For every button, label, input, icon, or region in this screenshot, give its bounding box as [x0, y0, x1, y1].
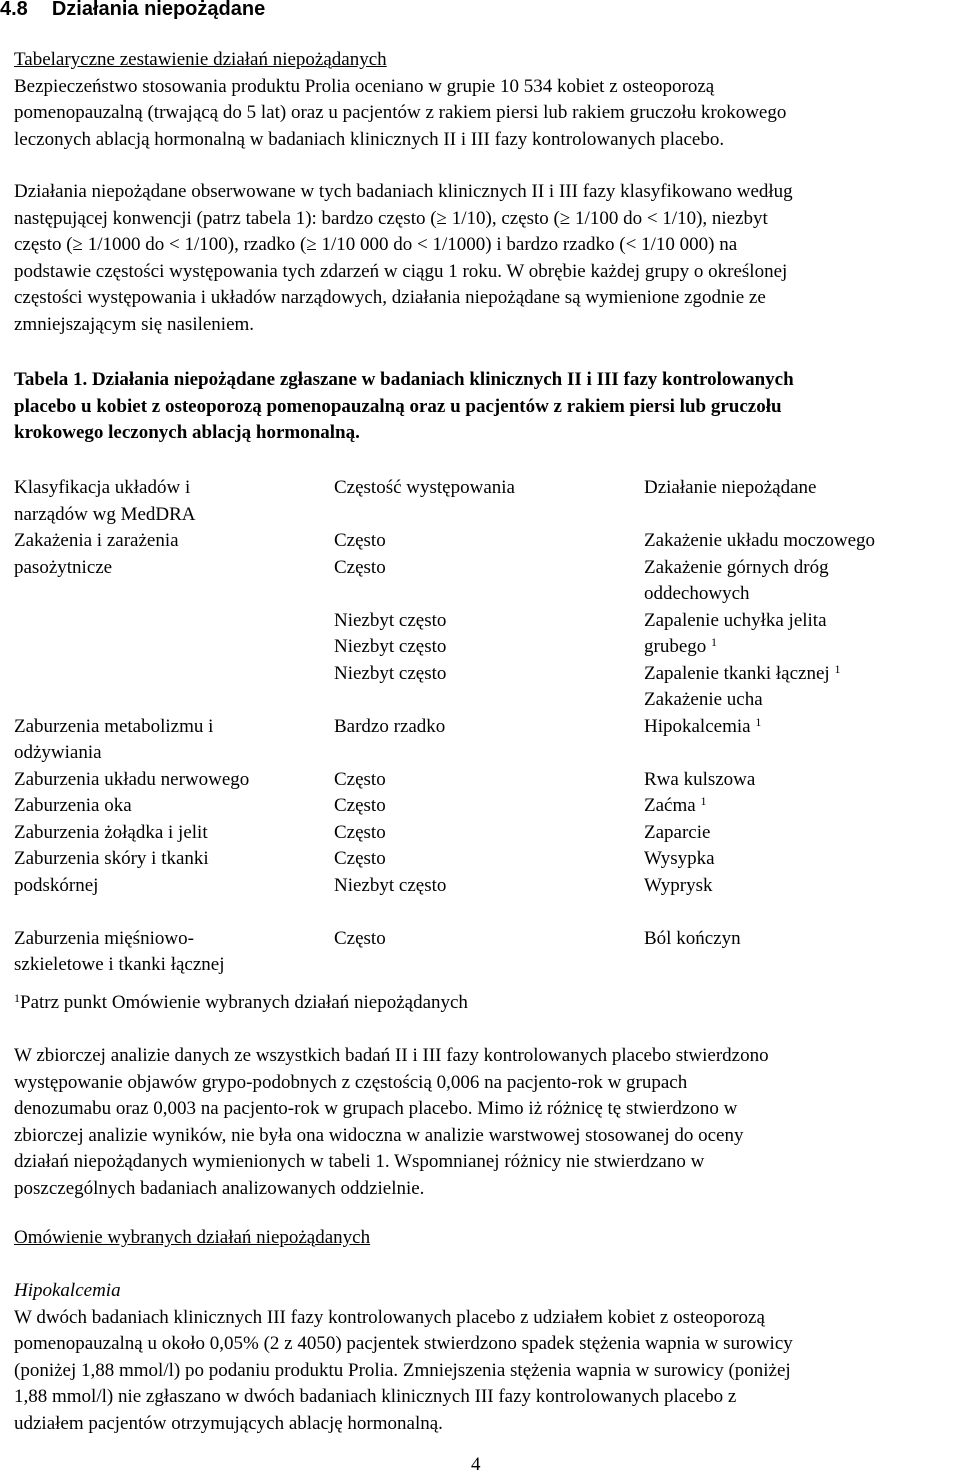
- pooled-analysis-paragraph: [14, 1043, 944, 1202]
- pooled-line: zbiorczej analizie wyników, nie była ona widoczna w analizie warstwowej stosowanej do oceny: [14, 1124, 744, 1146]
- hypocalcemia-line: (poniżej 1,88 mmol/l) po podaniu produktu Prolia. Zmniejszenia stężenia wapnia w surowicy (poniżej: [14, 1359, 791, 1381]
- adverse-reaction-cell: Ból kończyn: [644, 927, 741, 949]
- section-heading: [0, 0, 265, 21]
- frequency-cell: Bardzo rzadko: [334, 715, 446, 737]
- footnote-ref: 1: [834, 661, 841, 676]
- blank-line: [334, 581, 644, 608]
- hypocalcemia-line: 1,88 mmol/l) nie zgłaszano w dwóch badaniach klinicznych III fazy kontrolowanych placebo z: [14, 1386, 737, 1407]
- table-row: [14, 846, 944, 926]
- frequency-cell: Często: [334, 768, 386, 790]
- table-header-row: [14, 475, 944, 528]
- pooled-line: poszczególnych badaniach analizowanych oddzielnie.: [14, 1177, 425, 1199]
- convention-line: często (≥ 1/1000 do < 1/100), rzadko (≥ 1/10 000 do < 1/1000) i bardzo rzadko (< 1/10 000) na: [14, 234, 738, 255]
- header-adverse-reaction: Działanie niepożądane: [644, 477, 817, 498]
- hypocalcemia-line: udziałem pacjentów otrzymujących ablację hormonalną.: [14, 1412, 443, 1434]
- adverse-reaction-cell: Wysypka Wyprysk: [644, 848, 715, 896]
- intro-line: Bezpieczeństwo stosowania produktu Prolia oceniano w grupie 10 534 kobiet z osteoporozą: [14, 75, 715, 97]
- subheading-tabular: Tabelaryczne zestawienie działań niepożądanych: [14, 49, 387, 70]
- soc-cell: Zaburzenia oka: [14, 795, 132, 816]
- table-row: [14, 926, 944, 979]
- footnote-ref: 1: [755, 714, 762, 729]
- hypocalcemia-line: pomenopauzalną u około 0,05% (2 z 4050) pacjentek stwierdzono spadek stężenia wapnia w surowicy: [14, 1333, 793, 1354]
- intro-block: [14, 47, 944, 153]
- pooled-line: denozumabu oraz 0,003 na pacjento-rok w grupach placebo. Mimo iż różnicę tę stwierdzono w: [14, 1098, 738, 1119]
- adverse-events-table: [14, 475, 944, 979]
- soc-cell: Zaburzenia układu nerwowego: [14, 768, 250, 790]
- caption-line: Tabela 1. Działania niepożądane zgłaszane w badaniach klinicznych II i III fazy kontrolowanych: [14, 369, 794, 390]
- footnote-text: Patrz punkt Omówienie wybranych działań niepożądanych: [20, 992, 468, 1013]
- soc-cell: Zaburzenia mięśniowo- szkieletowe i tkanki łącznej: [14, 927, 225, 975]
- convention-line: zmniejszającym się nasileniem.: [14, 313, 255, 335]
- frequency-cell: Często: [334, 795, 386, 816]
- table-row: [14, 714, 944, 767]
- convention-line: następującej konwencji (patrz tabela 1): bardzo często (≥ 1/10), często (≥ 1/100 do < 1/10), niezbyt: [14, 207, 768, 229]
- subheading-selected: Omówienie wybranych działań niepożądanych: [14, 1227, 371, 1248]
- page-number: 4: [471, 1454, 481, 1475]
- soc-cell: Zaburzenia żołądka i jelit: [14, 821, 208, 843]
- soc-cell: Zaburzenia metabolizmu i odżywiania: [14, 715, 214, 763]
- caption-line: placebo u kobiet z osteoporozą pomenopauzalną oraz u pacjentów z rakiem piersi lub gruczołu: [14, 395, 782, 417]
- soc-cell: Zaburzenia skóry i tkanki podskórnej: [14, 846, 334, 926]
- convention-line: Działania niepożądane obserwowane w tych badaniach klinicznych II i III fazy klasyfikowano według: [14, 181, 793, 202]
- blank-line: [14, 899, 334, 926]
- frequency-cell: Często: [334, 821, 386, 843]
- frequency-cell: Często Niezbyt często: [334, 848, 447, 896]
- caption-line: krokowego leczonych ablacją hormonalną.: [14, 422, 360, 443]
- pooled-line: W zbiorczej analizie danych ze wszystkich badań II i III fazy kontrolowanych placebo stwierdzono: [14, 1045, 769, 1066]
- header-frequency: Częstość występowania: [334, 477, 515, 498]
- frequency-cell: Często Często Niezbyt często Niezbyt często Niezbyt często: [334, 528, 644, 714]
- footnote-ref: 1: [700, 794, 707, 808]
- intro-line: leczonych ablacją hormonalną w badaniach klinicznych II i III fazy kontrolowanych placebo.: [14, 128, 725, 150]
- table-footnote: [14, 990, 944, 1017]
- section-number: 4.8: [0, 0, 28, 20]
- soc-cell: Zakażenia i zarażenia pasożytnicze: [14, 530, 179, 578]
- adverse-reaction-cell: Zakażenie układu moczowego Zakażenie górnych dróg oddechowych Zapalenie uchyłka jelita grubego $^1$ Zapalenie tkanki łącznej $^1$ Zakażenie ucha: [644, 530, 876, 710]
- section-title: Działania niepożądane: [51, 0, 266, 20]
- adverse-reaction-cell: Zaćma $^1$: [644, 794, 707, 816]
- adverse-reaction-cell: Hipokalcemia $^1$: [644, 714, 762, 737]
- header-soc: Klasyfikacja układów i narządów wg MedDRA: [14, 477, 196, 525]
- hypocalcemia-heading: Hipokalcemia: [14, 1280, 121, 1301]
- intro-line: pomenopauzalną (trwającą do 5 lat) oraz u pacjentów z rakiem piersi lub rakiem gruczołu krokowego: [14, 102, 787, 123]
- selected-reactions-heading-block: [14, 1225, 944, 1252]
- table-row: [14, 528, 944, 714]
- table-row: [14, 820, 944, 847]
- adverse-reaction-cell: Rwa kulszowa: [644, 768, 756, 790]
- hypocalcemia-block: [14, 1278, 944, 1437]
- convention-line: częstości występowania i układów narządowych, działania niepożądane są wymienione zgodnie ze: [14, 287, 766, 308]
- footnote-marker: 1: [14, 991, 20, 1005]
- table-row: [14, 793, 944, 820]
- convention-paragraph: [14, 179, 944, 338]
- table-row: [14, 767, 944, 794]
- convention-line: podstawie częstości występowania tych zdarzeń w ciągu 1 roku. W obrębie każdej grupy o określonej: [14, 260, 788, 282]
- adverse-reaction-cell: Zaparcie: [644, 821, 711, 843]
- pooled-line: występowanie objawów grypo-podobnych z częstością 0,006 na pacjento-rok w grupach: [14, 1071, 688, 1093]
- frequency-cell: Często: [334, 927, 386, 949]
- pooled-line: działań niepożądanych wymienionych w tabeli 1. Wspomnianej różnicy nie stwierdzano w: [14, 1151, 705, 1172]
- table-caption: [14, 367, 944, 447]
- footnote-ref: 1: [711, 635, 718, 649]
- hypocalcemia-line: W dwóch badaniach klinicznych III fazy kontrolowanych placebo z udziałem kobiet z osteoporozą: [14, 1306, 765, 1328]
- adverse-events-table-wrap: [14, 475, 944, 979]
